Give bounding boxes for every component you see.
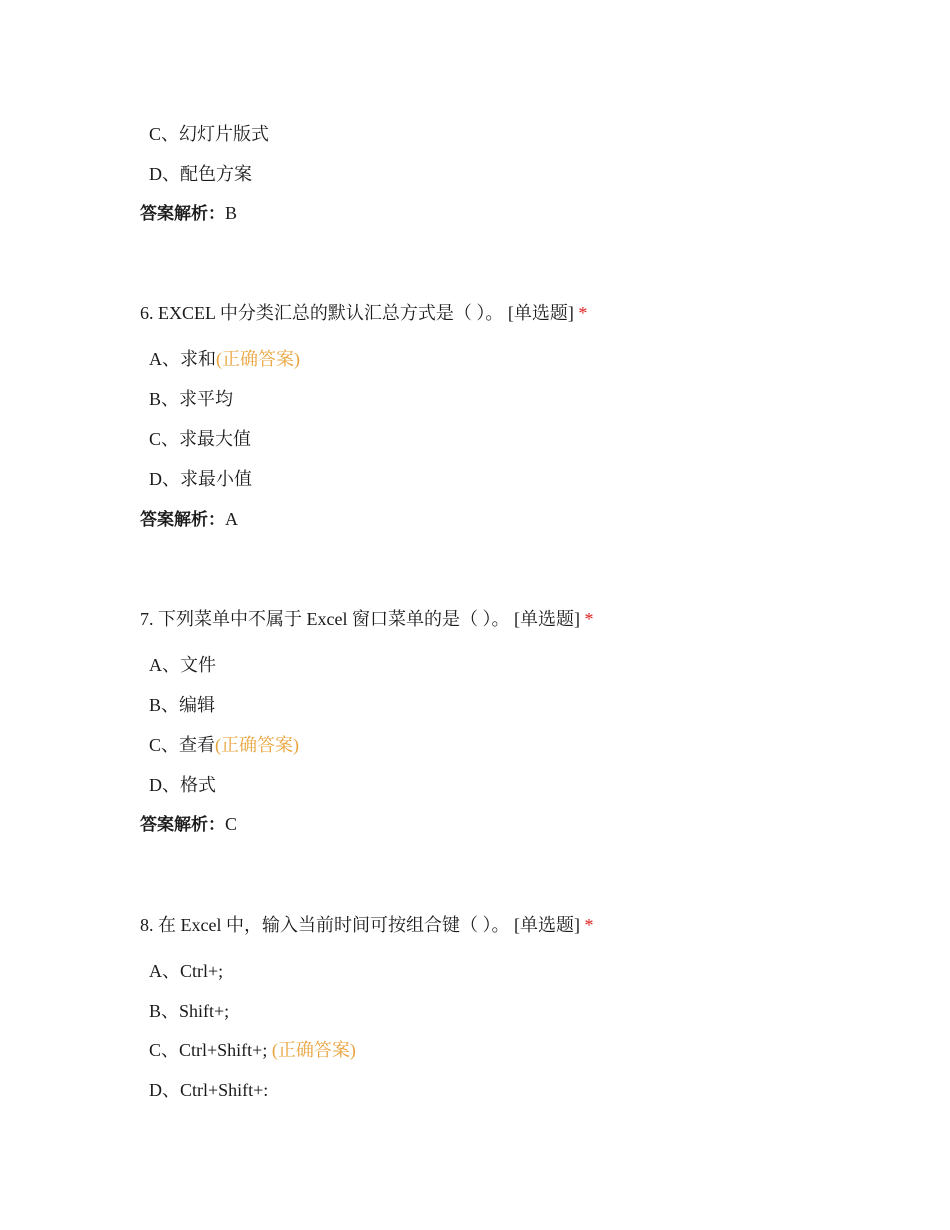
option-a — [149, 959, 223, 983]
option-b — [149, 693, 215, 717]
question-title — [140, 607, 593, 631]
answer-analysis-label: 答案解析： — [140, 510, 225, 530]
question-text: 6. EXCEL 中分类汇总的默认汇总方式是（ ）。 [单选题] — [140, 303, 574, 323]
answer-analysis-label: 答案解析： — [140, 815, 225, 835]
option-text: D、Ctrl+Shift+: — [149, 1080, 269, 1100]
option-text: B、编辑 — [149, 695, 216, 715]
option-d — [149, 1078, 268, 1102]
answer-analysis — [140, 812, 237, 837]
correct-answer-tag: (正确答案) — [271, 1040, 356, 1060]
answer-analysis — [140, 201, 237, 226]
option-c — [149, 733, 299, 757]
option-c — [149, 122, 269, 146]
answer-analysis-label: 答案解析： — [140, 204, 225, 224]
question-text: 8. 在 Excel 中，输入当前时间可按组合键（ ）。 [单选题] — [140, 915, 580, 935]
option-c — [149, 1038, 356, 1062]
question-title — [140, 301, 587, 325]
option-d — [149, 467, 252, 491]
option-text: A、文件 — [149, 655, 216, 675]
correct-answer-tag: (正确答案) — [215, 735, 300, 755]
option-text: B、Shift+; — [149, 1001, 230, 1021]
option-b — [149, 387, 233, 411]
option-text: C、查看 — [149, 735, 216, 755]
option-text: C、幻灯片版式 — [149, 124, 270, 144]
option-text: A、Ctrl+; — [149, 961, 224, 981]
question-text: 7. 下列菜单中不属于 Excel 窗口菜单的是（ ）。 [单选题] — [140, 609, 580, 629]
option-text: B、求平均 — [149, 389, 234, 409]
option-text: A、求和 — [149, 349, 216, 369]
option-d — [149, 773, 216, 797]
option-text: D、格式 — [149, 775, 216, 795]
required-mark: * — [584, 915, 594, 935]
option-text: C、求最大值 — [149, 429, 252, 449]
option-text: C、Ctrl+Shift+; — [149, 1040, 272, 1060]
option-text: D、求最小值 — [149, 469, 252, 489]
question-title — [140, 913, 593, 937]
answer-analysis-value: A — [225, 509, 238, 529]
answer-analysis — [140, 507, 238, 532]
answer-analysis-value: C — [225, 814, 238, 834]
correct-answer-tag: (正确答案) — [216, 349, 300, 369]
required-mark: * — [578, 303, 588, 323]
option-text: D、配色方案 — [149, 164, 252, 184]
answer-analysis-value: B — [225, 203, 238, 223]
option-a — [149, 347, 300, 371]
option-c — [149, 427, 251, 451]
option-d — [149, 162, 252, 186]
option-a — [149, 653, 216, 677]
option-b — [149, 999, 229, 1023]
required-mark: * — [584, 609, 594, 629]
